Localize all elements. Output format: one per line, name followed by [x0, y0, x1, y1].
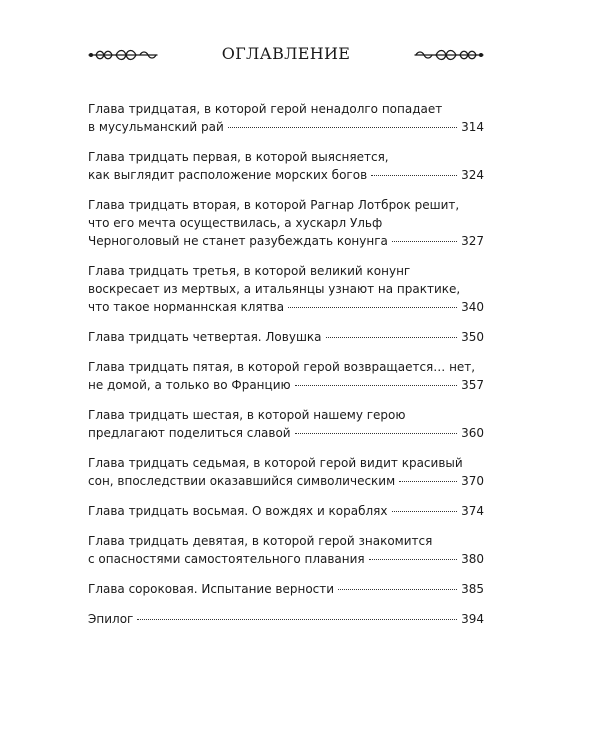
entry-last-line — [88, 580, 484, 598]
entry-last-line — [88, 550, 484, 568]
entry-text-line: воскресает из мертвых, а итальянцы узнают на практике, — [88, 282, 461, 296]
toc-entry[interactable] — [88, 454, 484, 490]
entry-text-line: что такое норманнская клятва — [88, 300, 285, 314]
toc-entry[interactable] — [88, 262, 484, 316]
entry-last-line — [88, 166, 484, 184]
toc-entry[interactable] — [88, 358, 484, 394]
entry-text-line: Глава тридцать девятая, в которой герой знакомится — [88, 534, 433, 548]
entry-text-line: Глава тридцать вторая, в которой Рагнар Лотброк решит, — [88, 198, 460, 212]
dot-leader — [295, 433, 458, 434]
toc-entry[interactable] — [88, 196, 484, 250]
dot-leader — [295, 385, 458, 386]
toc-entry[interactable] — [88, 100, 484, 136]
entry-text-line: Эпилог — [88, 612, 134, 626]
page-number: 360 — [461, 426, 484, 440]
page-number: 324 — [461, 168, 484, 182]
toc-entry[interactable] — [88, 406, 484, 442]
entry-text-line: как выглядит расположение морских богов — [88, 168, 368, 182]
toc-entry[interactable] — [88, 328, 484, 346]
entry-last-line — [88, 232, 484, 250]
page-number: 327 — [461, 234, 484, 248]
entry-last-line — [88, 376, 484, 394]
page-number: 340 — [461, 300, 484, 314]
entry-last-line — [88, 298, 484, 316]
toc-title: ОГЛАВЛЕНИЕ — [221, 44, 351, 63]
dot-leader — [228, 127, 457, 128]
dot-leader — [371, 175, 457, 176]
entry-text-line: Глава тридцать третья, в которой великий конунг — [88, 264, 411, 278]
entry-text-line: с опасностями самостоятельного плавания — [88, 552, 365, 566]
right-ornament-icon — [414, 47, 484, 63]
entry-last-line — [88, 328, 484, 346]
entry-text-line: Глава тридцать шестая, в которой нашему герою — [88, 408, 406, 422]
dot-leader — [369, 559, 457, 560]
dot-leader — [392, 511, 458, 512]
entry-last-line — [88, 472, 484, 490]
page-number: 394 — [461, 612, 484, 626]
entry-last-line — [88, 610, 484, 628]
dot-leader — [392, 241, 457, 242]
page-number: 370 — [461, 474, 484, 488]
entry-last-line — [88, 424, 484, 442]
entry-text-line: предлагают поделиться славой — [88, 426, 291, 440]
toc-entry[interactable] — [88, 502, 484, 520]
toc-entry[interactable] — [88, 610, 484, 628]
page-number: 380 — [461, 552, 484, 566]
dot-leader — [399, 481, 457, 482]
entry-text-line: Глава тридцать восьмая. О вождях и кораблях — [88, 504, 388, 518]
page-number: 314 — [461, 120, 484, 134]
dot-leader — [288, 307, 457, 308]
entry-text-line: Глава тридцать пятая, в которой герой возвращается… нет, — [88, 360, 476, 374]
dot-leader — [326, 337, 458, 338]
entry-text-line: Глава тридцатая, в которой герой ненадолго попадает — [88, 102, 443, 116]
toc-header — [88, 44, 484, 68]
entry-last-line — [88, 118, 484, 136]
toc-entry[interactable] — [88, 580, 484, 598]
dot-leader — [338, 589, 457, 590]
entry-text-line: сон, впоследствии оказавшийся символическим — [88, 474, 396, 488]
page-number: 374 — [461, 504, 484, 518]
entry-text-line: Глава сороковая. Испытание верности — [88, 582, 335, 596]
entry-last-line — [88, 502, 484, 520]
entry-text-line: Глава тридцать первая, в которой выясняется, — [88, 150, 389, 164]
dot-leader — [137, 619, 457, 620]
entry-text-line: в мусульманский рай — [88, 120, 224, 134]
page-number: 357 — [461, 378, 484, 392]
toc-entry[interactable] — [88, 532, 484, 568]
entry-text-line: Глава тридцать седьмая, в которой герой видит красивый — [88, 456, 463, 470]
entry-text-line: не домой, а только во Францию — [88, 378, 291, 392]
page-number: 350 — [461, 330, 484, 344]
table-of-contents — [88, 100, 484, 640]
entry-text-line: что его мечта осуществилась, а хускарл Ульф — [88, 216, 383, 230]
entry-text-line: Черноголовый не станет разубеждать конунга — [88, 234, 388, 248]
page-number: 385 — [461, 582, 484, 596]
toc-entry[interactable] — [88, 148, 484, 184]
entry-text-line: Глава тридцать четвертая. Ловушка — [88, 330, 322, 344]
